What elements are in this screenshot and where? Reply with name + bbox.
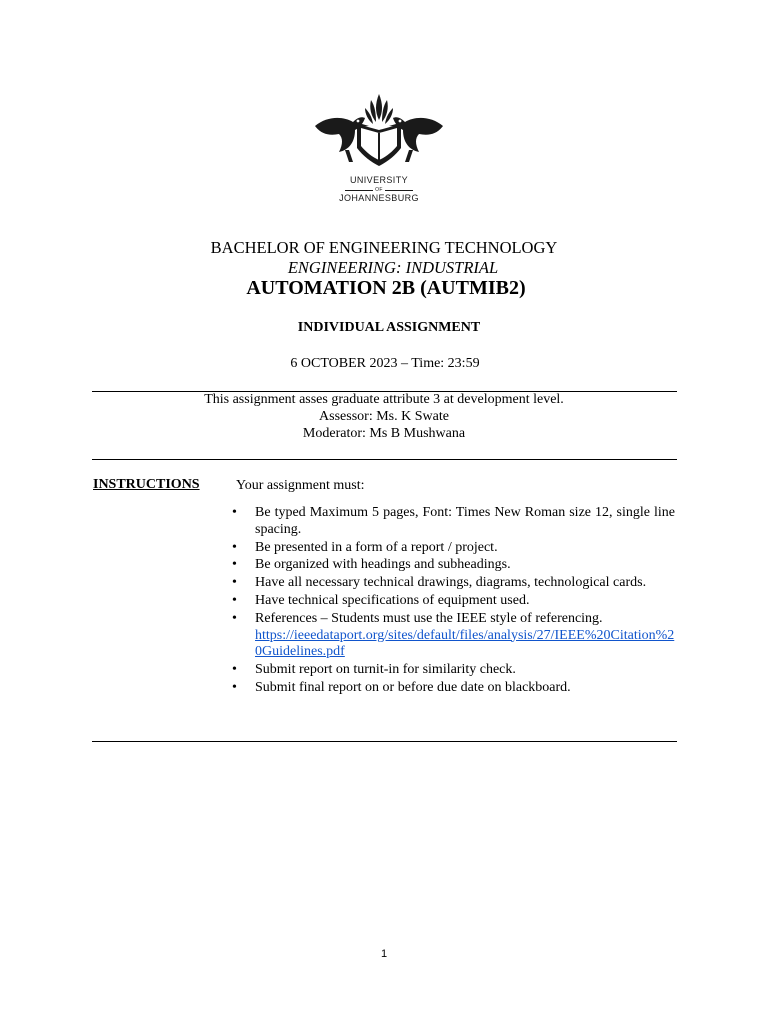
course-title: AUTOMATION 2B (AUTMIB2) [246, 277, 526, 299]
logo-johannesburg-text: JOHANNESBURG [339, 193, 419, 203]
list-item-text: References – Students must use the IEEE style of referencing. [255, 610, 603, 626]
bullet-icon: • [232, 679, 237, 695]
list-item-text: Have technical specifications of equipment used. [255, 592, 530, 608]
list-item [232, 557, 675, 574]
hornbill-crest-icon [309, 86, 449, 174]
instructions-list [232, 505, 675, 698]
divider [92, 459, 677, 460]
instructions-heading: INSTRUCTIONS [93, 477, 200, 492]
list-item-text: Submit report on turnit-in for similarity check. [255, 662, 516, 678]
list-item-text: Have all necessary technical drawings, diagrams, technological cards. [255, 575, 647, 591]
bullet-icon: • [232, 557, 237, 573]
moderator-text: Moderator: Ms B Mushwana [302, 426, 466, 441]
logo-university-text: UNIVERSITY [349, 175, 408, 185]
list-item [232, 593, 675, 610]
logo-of-text: OF [375, 187, 383, 193]
due-date: 6 OCTOBER 2023 – Time: 23:59 [290, 356, 480, 371]
list-item-text: Be organized with headings and subheadings. [255, 557, 511, 573]
list-item [232, 540, 675, 557]
logo-divider-right [385, 190, 413, 191]
bullet-icon: • [232, 662, 237, 678]
bullet-icon: • [232, 575, 237, 591]
bullet-icon: • [232, 592, 237, 608]
bullet-icon: • [232, 539, 237, 555]
assessor-text: Assessor: Ms. K Swate [319, 409, 449, 424]
list-item [232, 575, 675, 592]
list-item [232, 680, 675, 697]
page-number: 1 [380, 948, 388, 960]
university-logo [309, 86, 449, 210]
list-item-text: Submit final report on or before due date on blackboard. [255, 679, 571, 695]
assignment-type: INDIVIDUAL ASSIGNMENT [297, 320, 481, 335]
graduate-attribute-text: This assignment asses graduate attribute 3 at development level. [204, 392, 564, 407]
divider [92, 741, 677, 742]
bullet-icon: • [232, 610, 237, 626]
instructions-intro: Your assignment must: [236, 478, 365, 493]
list-item [232, 611, 675, 661]
list-item [232, 662, 675, 679]
list-item-text: Be presented in a form of a report / project. [255, 539, 498, 555]
ieee-reference-link[interactable]: https://ieeedataport.org/sites/default/files/analysis/27/IEEE%20Citation%20Guidelines.pdf [255, 627, 675, 660]
program-title: ENGINEERING: INDUSTRIAL [287, 258, 499, 277]
list-item-text: Be typed Maximum 5 pages, Font: Times New Roman size 12, single line spacing. [255, 505, 675, 537]
bullet-icon: • [232, 505, 237, 520]
degree-title: BACHELOR OF ENGINEERING TECHNOLOGY [210, 238, 558, 257]
list-item [232, 505, 675, 539]
